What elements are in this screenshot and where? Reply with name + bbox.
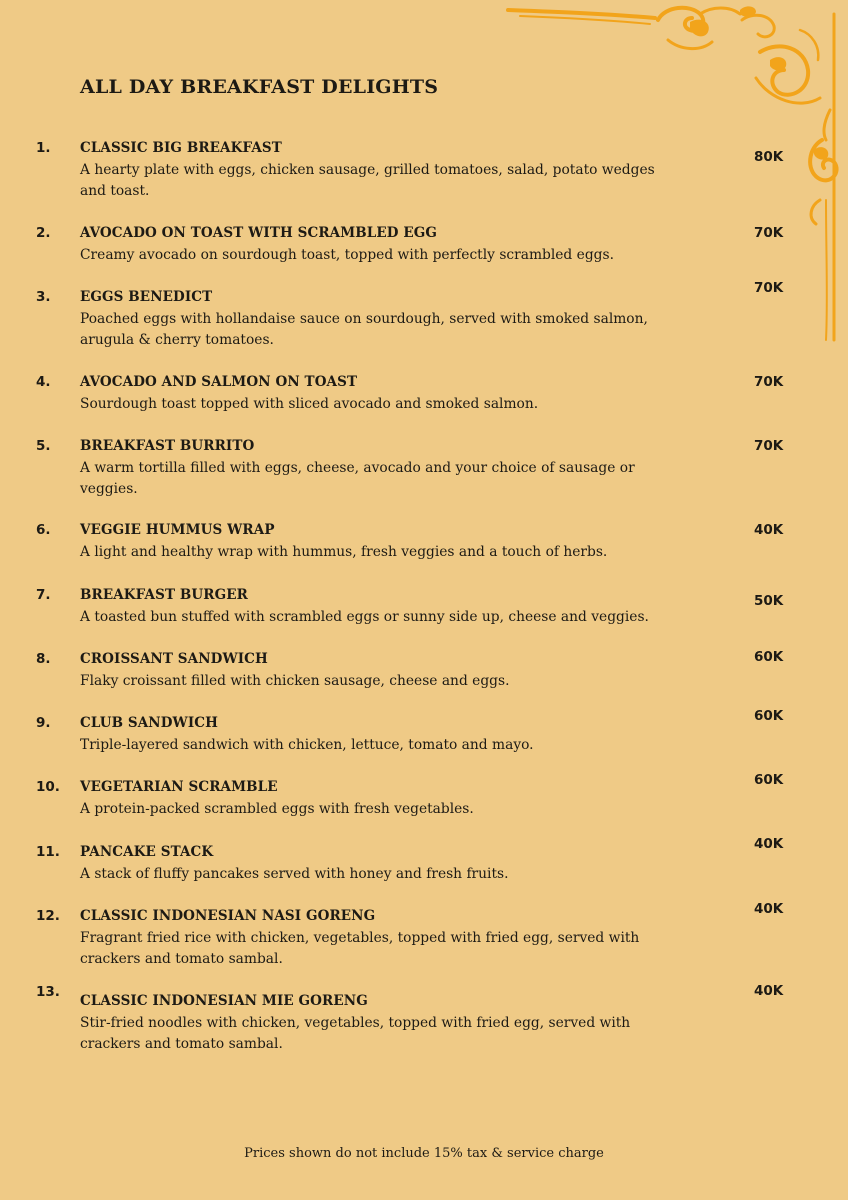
item-price: 60K [754,708,784,724]
item-name: CROISSANT SANDWICH [80,651,268,667]
item-description: A toasted bun stuffed with scrambled eggs or sunny side up, cheese and veggies. [80,609,649,625]
item-price: 70K [754,225,784,241]
item-price: 40K [754,901,784,917]
item-name: VEGGIE HUMMUS WRAP [80,522,275,538]
item-name: PANCAKE STACK [80,844,214,860]
item-number: 9. [36,715,51,731]
item-number: 12. [36,908,60,924]
item-description: A warm tortilla filled with eggs, cheese, avocado and your choice of sausage or veggies. [80,460,635,497]
tax-note: Prices shown do not include 15% tax & service charge [244,1146,604,1161]
item-name: EGGS BENEDICT [80,289,213,305]
item-description: A hearty plate with eggs, chicken sausage, grilled tomatoes, salad, potato wedges and toast. [80,162,655,199]
item-description: Sourdough toast topped with sliced avocado and smoked salmon. [80,396,539,412]
item-price: 80K [754,149,784,165]
item-description: Poached eggs with hollandaise sauce on sourdough, served with smoked salmon, arugula & cherry tomatoes. [80,311,648,348]
item-name: CLASSIC INDONESIAN MIE GORENG [80,993,368,1009]
item-description: A light and healthy wrap with hummus, fresh veggies and a touch of herbs. [80,544,608,560]
item-number: 11. [36,844,60,860]
item-description: A stack of fluffy pancakes served with honey and fresh fruits. [80,866,509,882]
item-price: 70K [754,280,784,296]
item-price: 40K [754,983,784,999]
item-price: 40K [754,836,784,852]
item-name: CLASSIC BIG BREAKFAST [80,140,282,156]
item-price: 50K [754,593,784,609]
item-number: 7. [36,587,51,603]
item-number: 3. [36,289,51,305]
item-number: 13. [36,984,60,1000]
item-name: VEGETARIAN SCRAMBLE [80,779,278,795]
item-name: CLUB SANDWICH [80,715,218,731]
item-description: Creamy avocado on sourdough toast, topped with perfectly scrambled eggs. [80,247,614,263]
item-price: 60K [754,772,784,788]
item-number: 10. [36,779,60,795]
item-name: CLASSIC INDONESIAN NASI GORENG [80,908,376,924]
item-description: Stir-fried noodles with chicken, vegetables, topped with fried egg, served with crackers and tomato sambal. [80,1015,631,1052]
item-description: A protein-packed scrambled eggs with fresh vegetables. [80,801,474,817]
item-number: 2. [36,225,51,241]
item-number: 5. [36,438,51,454]
item-description: Fragrant fried rice with chicken, vegetables, topped with fried egg, served with crackers and tomato sambal. [80,930,640,967]
item-number: 4. [36,374,51,390]
item-price: 60K [754,649,784,665]
item-price: 40K [754,522,784,538]
item-name: BREAKFAST BURRITO [80,438,255,454]
item-name: AVOCADO ON TOAST WITH SCRAMBLED EGG [80,225,438,241]
item-number: 8. [36,651,51,667]
item-description: Triple-layered sandwich with chicken, lettuce, tomato and mayo. [80,737,534,753]
menu-title: ALL DAY BREAKFAST DELIGHTS [80,76,439,98]
item-number: 6. [36,522,51,538]
item-price: 70K [754,374,784,390]
item-price: 70K [754,438,784,454]
item-name: BREAKFAST BURGER [80,587,248,603]
item-number: 1. [36,140,51,156]
item-description: Flaky croissant filled with chicken sausage, cheese and eggs. [80,673,510,689]
item-name: AVOCADO AND SALMON ON TOAST [80,374,358,390]
